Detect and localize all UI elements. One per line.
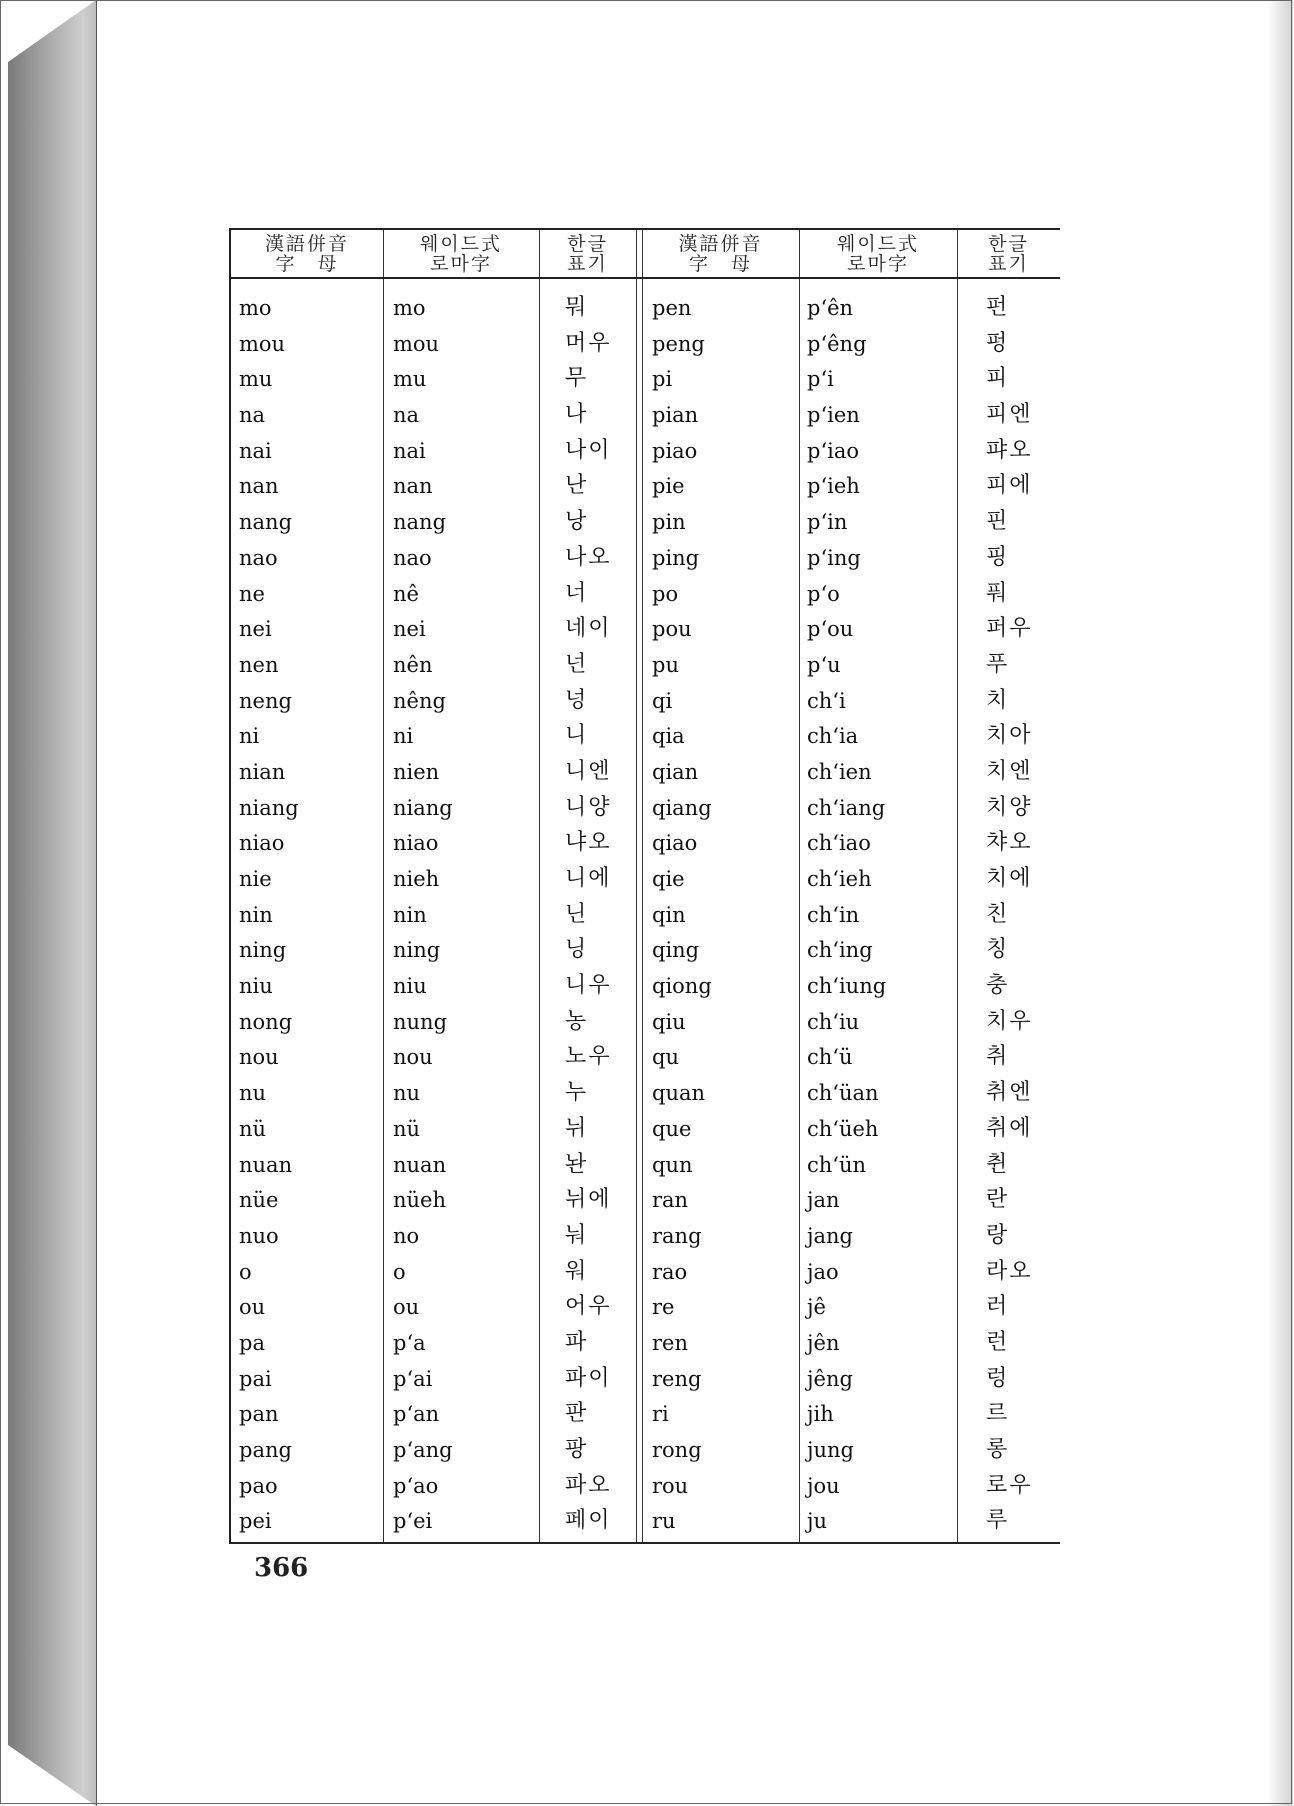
table-cell: nong <box>239 1009 293 1034</box>
table-cell: 러 <box>986 1294 1010 1320</box>
table-cell: nei <box>393 617 426 642</box>
header-line: 로마字 <box>847 253 909 275</box>
table-cell: rou <box>652 1473 689 1498</box>
table-cell: qin <box>652 902 686 927</box>
table-cell: ch‘üeh <box>807 1116 879 1141</box>
table-cell: 친 <box>986 901 1010 927</box>
table-cell: nuan <box>239 1152 293 1177</box>
table-cell: nie <box>239 867 272 891</box>
table-cell: nei <box>239 617 272 642</box>
table-cell: nên <box>393 652 433 677</box>
table-cell: qi <box>652 688 673 713</box>
table-cell: mo <box>239 296 272 320</box>
table-cell: ch‘ieh <box>807 867 872 891</box>
header-line: 한글 <box>988 233 1029 255</box>
table-cell: p‘ên <box>807 296 854 320</box>
column-divider <box>383 230 384 1542</box>
table-cell: nai <box>393 438 426 463</box>
table-cell: jan <box>807 1188 840 1213</box>
table-cell: 루 <box>986 1508 1010 1534</box>
header-line: 漢語併音 <box>264 233 349 255</box>
header-line: 표기 <box>988 253 1029 275</box>
header-hangul-left <box>539 232 636 276</box>
table-cell: 랑 <box>986 1222 1010 1248</box>
table-cell: 챠오 <box>986 830 1033 856</box>
table-cell: mou <box>239 331 286 356</box>
table-cell: p‘ing <box>807 545 861 570</box>
table-cell: qiong <box>652 974 712 999</box>
table-cell: ning <box>239 938 287 963</box>
table-cell: 르 <box>986 1401 1010 1427</box>
table-cell: quan <box>652 1081 706 1106</box>
table-cell: nu <box>393 1081 421 1106</box>
column-wade-right <box>807 290 886 1539</box>
table-cell: jê <box>807 1295 826 1320</box>
table-cell: 뉘 <box>565 1115 589 1141</box>
table-cell: p‘ien <box>807 403 860 428</box>
table-cell: 낭 <box>565 509 589 535</box>
column-pinyin-right <box>652 290 712 1539</box>
table-cell: 나이 <box>565 437 612 463</box>
table-cell: 런 <box>986 1329 1010 1355</box>
table-cell: niu <box>393 974 427 999</box>
table-cell: qia <box>652 724 685 749</box>
table-cell: pang <box>239 1438 292 1462</box>
table-cell: niang <box>239 795 299 820</box>
table-cell: nien <box>393 759 440 784</box>
header-line: 漢語併音 <box>678 233 763 255</box>
table-cell: 뭐 <box>565 295 589 320</box>
table-cell: 니우 <box>565 973 612 999</box>
column-hangul-left <box>565 290 612 1539</box>
table-cell: niu <box>239 974 273 999</box>
table-cell: ch‘ü <box>807 1045 853 1070</box>
header-pinyin-left <box>231 232 383 276</box>
table-cell: niao <box>239 831 285 856</box>
table-cell: 란 <box>986 1187 1010 1213</box>
table-cell: 니 <box>565 723 589 749</box>
table-cell: 니에 <box>565 866 612 891</box>
table-cell: qing <box>652 938 700 963</box>
table-cell: 무 <box>565 366 589 392</box>
table-cell: 니양 <box>565 794 612 820</box>
table-cell: 넌 <box>565 651 589 677</box>
table-cell: nou <box>393 1045 433 1070</box>
table-cell: que <box>652 1116 692 1141</box>
table-cell: nuo <box>239 1223 279 1248</box>
table-cell: nü <box>239 1116 267 1141</box>
table-cell: 펀 <box>986 295 1010 320</box>
table-cell: qiu <box>652 1009 686 1034</box>
table-cell: 치양 <box>986 794 1033 820</box>
header-hangul-right <box>957 232 1060 276</box>
table-cell: mu <box>239 367 273 392</box>
table-cell: pai <box>239 1366 272 1391</box>
table-cell: po <box>652 581 679 606</box>
header-line: 字 母 <box>275 253 339 275</box>
table-cell: nang <box>239 510 293 535</box>
table-cell: 펑 <box>986 330 1010 356</box>
column-divider <box>799 230 800 1542</box>
table-cell: mo <box>393 296 426 320</box>
table-cell: 워 <box>565 1258 589 1284</box>
column-wade-left <box>393 290 453 1539</box>
table-cell: qian <box>652 759 699 784</box>
table-cell: jang <box>807 1223 853 1248</box>
table-cell: pie <box>652 474 685 499</box>
column-divider <box>539 230 540 1542</box>
table-cell: 파이 <box>565 1365 612 1391</box>
table-cell: pu <box>652 652 679 677</box>
header-wade-right <box>799 232 957 276</box>
table-cell: 취엔 <box>986 1080 1033 1106</box>
table-cell: 누 <box>565 1080 589 1106</box>
table-cell: 너 <box>565 580 589 606</box>
column-pinyin-left <box>239 290 299 1539</box>
table-cell: 팡 <box>565 1437 589 1462</box>
table-cell: ch‘iung <box>807 974 887 999</box>
table-cell: p‘an <box>393 1402 440 1427</box>
table-cell: nin <box>239 902 273 927</box>
table-cell: nü <box>393 1116 421 1141</box>
table-cell: ch‘iu <box>807 1009 860 1034</box>
table-cell: nüe <box>239 1188 279 1213</box>
table-cell: ren <box>652 1330 688 1355</box>
table-cell: ch‘ia <box>807 724 859 749</box>
table-cell: no <box>393 1223 420 1248</box>
table-cell: jên <box>807 1330 840 1355</box>
table-cell: nan <box>239 474 279 499</box>
table-cell: o <box>239 1259 252 1284</box>
table-cell: piao <box>652 438 698 463</box>
romanization-table <box>229 228 1060 1544</box>
table-cell: qiao <box>652 831 698 856</box>
table-cell: 노우 <box>565 1044 612 1070</box>
table-cell: nê <box>393 581 419 606</box>
table-cell: nung <box>393 1009 448 1034</box>
table-cell: 파오 <box>565 1472 612 1498</box>
column-divider-double-b <box>642 230 643 1542</box>
table-cell: 풔 <box>986 580 1010 606</box>
table-cell: pan <box>239 1402 279 1427</box>
table-cell: ch‘i <box>807 688 846 713</box>
table-cell: 난 <box>565 473 589 499</box>
table-cell: p‘a <box>393 1330 426 1355</box>
table-cell: p‘ang <box>393 1438 453 1462</box>
table-cell: ch‘ün <box>807 1152 867 1177</box>
header-wade-left <box>383 232 539 276</box>
table-cell: 라오 <box>986 1258 1033 1284</box>
table-cell: qie <box>652 867 685 891</box>
table-cell: 치에 <box>986 866 1033 891</box>
header-rule <box>231 277 1060 279</box>
table-cell: 피에 <box>986 473 1033 499</box>
table-cell: 핑 <box>986 544 1010 570</box>
table-cell: pen <box>652 296 692 320</box>
table-cell: niang <box>393 795 453 820</box>
table-cell: 퍼우 <box>986 616 1033 642</box>
table-cell: ping <box>652 545 700 570</box>
table-cell: pei <box>239 1509 272 1534</box>
table-cell: nin <box>393 902 427 927</box>
table-cell: niao <box>393 831 439 856</box>
table-cell: rao <box>652 1259 688 1284</box>
header-line: 한글 <box>567 233 608 255</box>
table-cell: ch‘ing <box>807 938 873 963</box>
header-line: 字 母 <box>688 253 752 275</box>
table-cell: 농 <box>565 1008 589 1034</box>
table-cell: nao <box>393 545 432 570</box>
table-cell: ch‘ien <box>807 759 872 784</box>
table-cell: 눠 <box>565 1222 589 1248</box>
table-cell: p‘o <box>807 581 840 606</box>
table-cell: nai <box>239 438 272 463</box>
table-cell: nao <box>239 545 278 570</box>
table-cell: nuan <box>393 1152 447 1177</box>
table-cell: ju <box>807 1509 828 1534</box>
table-cell: 췬 <box>986 1151 1010 1177</box>
table-cell: ou <box>239 1295 266 1320</box>
table-cell: rong <box>652 1438 702 1462</box>
table-cell: 취 <box>986 1044 1010 1070</box>
table-cell: 어우 <box>565 1294 612 1320</box>
table-cell: ch‘iao <box>807 831 871 856</box>
table-cell: 렁 <box>986 1365 1010 1391</box>
table-cell: ou <box>393 1295 420 1320</box>
table-cell: ch‘iang <box>807 795 886 820</box>
table-cell: 치엔 <box>986 758 1033 784</box>
table-cell: p‘i <box>807 367 834 392</box>
table-cell: 페이 <box>565 1508 612 1534</box>
table-cell: 나오 <box>565 544 612 570</box>
table-cell: ch‘üan <box>807 1081 879 1106</box>
table-cell: ne <box>239 581 265 606</box>
table-cell: 칭 <box>986 937 1010 963</box>
table-cell: 닌 <box>565 901 589 927</box>
table-cell: qu <box>652 1045 679 1070</box>
table-cell: ch‘in <box>807 902 860 927</box>
page-right-shadow <box>1267 0 1293 1806</box>
table-cell: ni <box>239 724 260 749</box>
table-cell: p‘u <box>807 652 841 677</box>
table-cell: jao <box>807 1259 839 1284</box>
table-cell: p‘iao <box>807 438 859 463</box>
table-cell: p‘in <box>807 510 848 535</box>
table-cell: 피엔 <box>986 402 1033 428</box>
table-cell: nian <box>239 759 286 784</box>
table-cell: 냐오 <box>565 830 612 856</box>
table-cell: na <box>393 403 420 428</box>
table-cell: 파 <box>565 1329 589 1355</box>
header-line: 로마字 <box>430 253 492 275</box>
table-cell: 네이 <box>565 616 612 642</box>
table-cell: p‘ei <box>393 1509 433 1534</box>
header-line: 표기 <box>567 253 608 275</box>
table-cell: 뉘에 <box>565 1187 612 1213</box>
table-cell: 치우 <box>986 1008 1033 1034</box>
table-cell: 머우 <box>565 330 612 356</box>
table-cell: rang <box>652 1223 702 1248</box>
table-cell: 피 <box>986 366 1010 392</box>
table-cell: ni <box>393 724 414 749</box>
table-cell: re <box>652 1295 675 1320</box>
table-cell: nen <box>239 652 279 677</box>
table-cell: mu <box>393 367 427 392</box>
table-cell: jung <box>807 1438 855 1462</box>
table-cell: qun <box>652 1152 693 1177</box>
table-cell: p‘êng <box>807 331 867 356</box>
table-cell: nou <box>239 1045 279 1070</box>
table-cell: 놘 <box>565 1151 589 1177</box>
table-cell: pi <box>652 367 673 392</box>
table-cell: p‘ai <box>393 1366 433 1391</box>
table-cell: p‘ieh <box>807 474 860 499</box>
table-cell: o <box>393 1259 406 1284</box>
table-cell: ri <box>652 1402 669 1427</box>
table-cell: na <box>239 403 266 428</box>
table-cell: 닝 <box>565 937 589 963</box>
table-cell: ru <box>652 1509 676 1534</box>
table-cell: 치 <box>986 687 1010 713</box>
table-cell: 퍄오 <box>986 437 1033 463</box>
table-cell: nüeh <box>393 1188 447 1213</box>
table-cell: jou <box>807 1473 840 1498</box>
table-cell: qiang <box>652 795 712 820</box>
table-cell: jêng <box>807 1366 853 1391</box>
table-cell: 치아 <box>986 723 1033 749</box>
table-cell: 롱 <box>986 1437 1010 1462</box>
table-cell: 충 <box>986 973 1010 999</box>
table-cell: nang <box>393 510 447 535</box>
table-cell: 나 <box>565 402 589 428</box>
table-cell: pin <box>652 510 686 535</box>
table-cell: p‘ao <box>393 1473 439 1498</box>
table-cell: ran <box>652 1188 689 1213</box>
table-cell: ning <box>393 938 441 963</box>
table-cell: 핀 <box>986 509 1010 535</box>
table-cell: nieh <box>393 867 440 891</box>
column-hangul-right <box>986 290 1033 1539</box>
table-cell: neng <box>239 688 292 713</box>
table-cell: nu <box>239 1081 267 1106</box>
table-cell: jih <box>807 1402 834 1427</box>
table-cell: 니엔 <box>565 758 612 784</box>
table-cell: nêng <box>393 688 446 713</box>
table-cell: pian <box>652 403 699 428</box>
page-number: 366 <box>254 1553 309 1583</box>
table-cell: 로우 <box>986 1472 1033 1498</box>
table-cell: pao <box>239 1473 278 1498</box>
table-cell: 판 <box>565 1401 589 1427</box>
book-spine-edge <box>8 0 96 1806</box>
table-cell: 취에 <box>986 1115 1033 1141</box>
table-cell: reng <box>652 1366 702 1391</box>
header-line: 웨이드式 <box>419 233 503 255</box>
table-cell: 넝 <box>565 687 589 713</box>
table-cell: p‘ou <box>807 617 854 642</box>
column-divider-double-a <box>636 230 637 1542</box>
column-divider <box>957 230 958 1542</box>
table-cell: peng <box>652 331 705 356</box>
table-cell: 푸 <box>986 651 1010 677</box>
table-cell: mou <box>393 331 440 356</box>
header-pinyin-right <box>642 232 799 276</box>
table-cell: pa <box>239 1330 265 1355</box>
table-cell: nan <box>393 474 433 499</box>
header-line: 웨이드式 <box>836 233 920 255</box>
table-cell: pou <box>652 617 692 642</box>
